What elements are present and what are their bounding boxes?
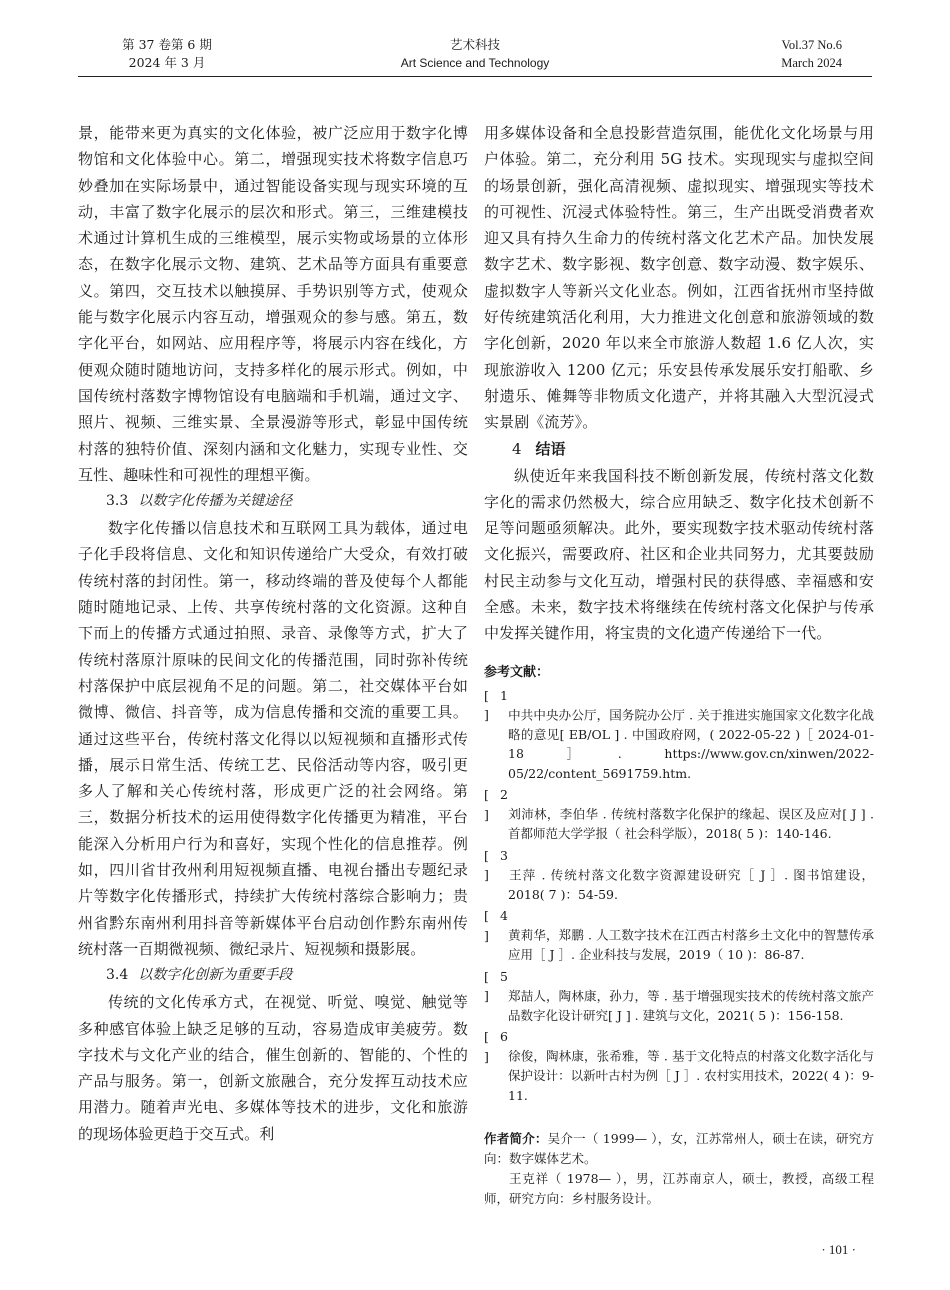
reference-id: [ 2 ] [484, 787, 508, 822]
section-heading-3-3 [78, 488, 468, 515]
issue-date-en: March 2024 [781, 56, 842, 70]
journal-title [360, 36, 590, 72]
reference-text: 刘沛林，李伯华 . 传统村落数字化保护的缘起、误区及应对[ J ] . 首都师范大学学报（ 社会科学版），2018( 5 )：140-146. [508, 806, 874, 842]
reference-text: 中共中央办公厅，国务院办公厅 . 关于推进实施国家文化数字化战略的意见[ EB/OL ] . 中国政府网，( 2022-05-22 )［ 2024-01-18 ］. https://www.gov.cn/xinwen/2022-05/22/content_5691759.htm. [508, 707, 874, 781]
reference-item [484, 686, 874, 784]
header-rule [78, 76, 872, 77]
reference-text: 王萍 . 传统村落文化数字资源建设研究［ J ］. 图书馆建设，2018( 7 )：54-59. [508, 867, 874, 902]
journal-title-en: Art Science and Technology [400, 56, 550, 70]
section-heading-4 [484, 436, 874, 463]
reference-text: 徐俊，陶林康，张希雅，等 . 基于文化特点的村落文化数字活化与保护设计：以新叶古村为例［ J ］. 农村实用技术，2022( 4 )：9-11. [508, 1048, 874, 1103]
left-column [78, 120, 468, 1147]
paragraph-continued: 景，能带来更为真实的文化体验，被广泛应用于数字化博物馆和文化体验中心。第二，增强现实技术将数字信息巧妙叠加在实际场景中，通过智能设备实现与现实环境的互动，丰富了数字化展示的层次和形式。第三，三维建模技术通过计算机生成的三维模型，展示实物或场景的立体形态，在数字化展示文物、建筑、艺术品等方面具有重要意义。第四，交互技术以触摸屏、手势识别等方式，使观众能与数字化展示内容互动，增强观众的参与感。第五，数字化平台，如网站、应用程序等，将展示内容在线化，方便观众随时随地访问，支持多样化的展示形式。例如，中国传统村落数字博物馆设有电脑端和手机端，通过文字、照片、视频、三维实景、全景漫游等形式，彰显中国传统村落的独特价值、深刻内涵和文化魅力，实现专业性、交互性、趣味性和可视性的理想平衡。 [78, 124, 468, 484]
issue-date: 2024 年 3 月 [128, 55, 206, 70]
reference-item [484, 785, 874, 844]
reference-item [484, 906, 874, 965]
author-bio-2: 王克祥（ 1978— ），男，江苏南京人，硕士，教授，高级工程师，研究方向：乡村服务设计。 [484, 1171, 874, 1207]
volume-issue: 第 37 卷第 6 期 [122, 37, 212, 52]
section-title: 以数字化创新为重要手段 [138, 967, 293, 984]
issue-info [112, 36, 222, 72]
reference-id: [ 4 ] [484, 908, 508, 943]
paragraph-conclusion: 纵使近年来我国科技不断创新发展，传统村落文化数字化的需求仍然极大，综合应用缺乏、数字化技术创新不足等问题亟须解决。此外，要实现数字技术驱动传统村落文化振兴，需要政府、社区和企业共同努力，尤其要鼓励村民主动参与文化互动，增强村民的获得感、幸福感和安全感。未来，数字技术将继续在传统村落文化保护与传承中发挥关键作用，将宝贵的文化遗产传递给下一代。 [484, 466, 874, 643]
paragraph-digital-dissemination: 数字化传播以信息技术和互联网工具为载体，通过电子化手段将信息、文化和知识传递给广大受众，有效打破传统村落的封闭性。第一，移动终端的普及使每个人都能随时随地记录、上传、共享传统村落的文化资源。这种自下而上的传播方式通过拍照、录音、录像等方式，扩大了传统村落原汁原味的民间文化的传播范围，同时弥补传统村落保护中底层视角不足的问题。第二，社交媒体平台如微博、微信、抖音等，成为信息传播和交流的重要工具。通过这些平台，传统村落文化得以以短视频和直播形式传播，展示日常生活、传统工艺、民俗活动等内容，吸引更多人了解和关心传统村落，形成更广泛的社会网络。第三，数据分析技术的运用使得数字化传播更为精准，平台能深入分析用户行为和喜好，实现个性化的信息推荐。例如，四川省甘孜州利用短视频直播、电视台播出专题纪录片等数字化传播形式，持续扩大传统村落综合影响力；贵州省黔东南州利用抖音等新媒体平台启动创作黔东南州传统村落一百期微视频、微纪录片、短视频和摄影展。 [78, 519, 468, 958]
volume-issue-en: Vol.37 No.6 [781, 38, 842, 52]
reference-list [484, 686, 874, 1106]
section-title: 以数字化传播为关键途径 [138, 493, 293, 510]
author-bio-text: 吴介一（ 1999— ），女，江苏常州人，硕士在读，研究方向：数字媒体艺术。 [484, 1131, 874, 1167]
reference-id: [ 5 ] [484, 968, 508, 1004]
paragraph-continued: 用多媒体设备和全息投影营造氛围，能优化文化场景与用户体验。第二，充分利用 5G 技术。实现现实与虚拟空间的场景创新，强化高清视频、虚拟现实、增强现实等技术的可视性、沉浸式体验特性。第三，生产出既受消费者欢迎又具有持久生命力的传统村落文化艺术产品。加快发展数字艺术、数字影视、数字创意、数字动漫、数字娱乐、虚拟数字人等新兴文化业态。例如，江西省抚州市坚持做好传统建筑活化利用，大力推进文化创意和旅游领域的数字化创新，2020 年以来全市旅游人数超 1.6 亿人次，实现旅游收入 1200 亿元；乐安县传承发展乐安打船歌、乡射遗乐、傩舞等非物质文化遗产，并将其融入大型沉浸式实景剧《流芳》。 [484, 124, 874, 432]
section-heading-3-4 [78, 962, 468, 989]
author-bio-1 [484, 1129, 874, 1169]
reference-item [484, 846, 874, 905]
section-number: 4 [512, 439, 522, 458]
section-number: 3.3 [106, 493, 129, 510]
reference-item [484, 967, 874, 1026]
journal-title-cn: 艺术科技 [449, 37, 500, 52]
reference-id: [ 1 ] [484, 687, 508, 723]
reference-item [484, 1027, 874, 1105]
reference-text: 郑喆人，陶林康，孙力，等 . 基于增强现实技术的传统村落文旅产品数字化设计研究[ J ] . 建筑与文化，2021( 5 )：156-158. [508, 988, 874, 1023]
page-number: · 101 · [821, 1242, 856, 1257]
section-title: 结语 [535, 439, 566, 458]
reference-id: [ 6 ] [484, 1029, 508, 1064]
reference-id: [ 3 ] [484, 847, 508, 883]
references-heading: 参考文献： [484, 664, 550, 680]
reference-text: 黄莉华，郑鹏 . 人工数字技术在江西古村落乡土文化中的智慧传承应用［ J ］. 企业科技与发展，2019（ 10 )：86-87. [508, 927, 874, 963]
issue-info-en [781, 36, 842, 72]
paragraph-digital-innovation: 传统的文化传承方式，在视觉、听觉、嗅觉、触觉等多种感官体验上缺乏足够的互动，容易造成审美疲劳。数字技术与文化产业的结合，催生创新的、智能的、个性的产品与服务。第一，创新文旅融合，充分发挥互动技术应用潜力。随着声光电、多媒体等技术的进步，文化和旅游的现场体验更趋于交互式。利 [78, 993, 468, 1143]
author-label: 作者简介： [484, 1131, 548, 1147]
right-column [484, 120, 874, 1209]
section-number: 3.4 [106, 967, 129, 984]
